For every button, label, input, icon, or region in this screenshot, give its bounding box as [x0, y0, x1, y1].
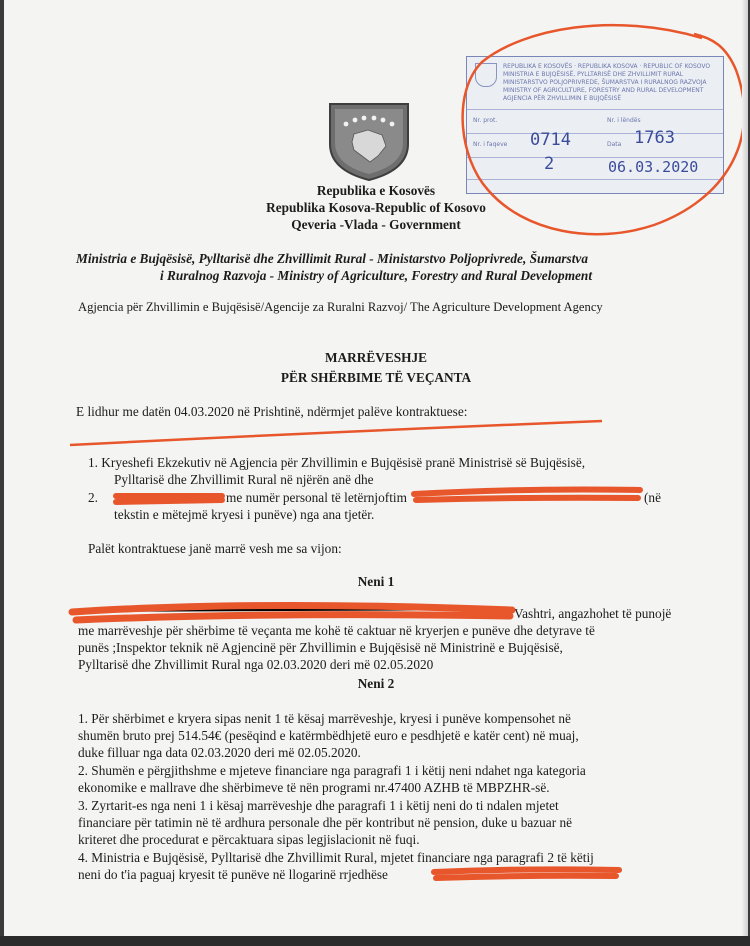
header-republic-sq: Republika e Kosovës [316, 183, 436, 198]
neni-1-line-4: Pylltarisë dhe Zhvillimit Rural nga 02.03.2020 deri më 02.05.2020 [78, 657, 434, 672]
party-1-line-1: 1. Kryeshefi Ekzekutiv në Agjencia për Zhvillimin e Bujqësisë pranë Ministrisë së Bujqësisë, [88, 455, 586, 470]
neni-1-line-2: me marrëveshje për shërbime të veçanta me kohë të caktuar në kryerjen e punëve dhe detyrave të [78, 623, 595, 638]
party-2-number: 2. [88, 490, 98, 505]
stamp-date: 06.03.2020 [608, 158, 699, 176]
registration-stamp: REPUBLIKA E KOSOVËS · REPUBLIKA KOSOVA · REPUBLIC OF KOSOVO MINISTRIA E BUJQËSISË, PYLLTARISË DHE ZHVILLIMIT RURAL MINISTARSTVO POLJOPRIVREDE, ŠUMARSTVA I RURALNOG RAZVOJA MINISTRY OF AGRICULTURE, FORESTRY AND RURAL DEVELOPMENT AGJENCIA PËR ZHVILLIMIN E BUJQËSISË Nr. prot. Nr. i faqeve Nr. i lëndës Data [466, 56, 724, 194]
party-2-text: me numër personal të letërnjoftim [226, 490, 407, 505]
background-strip [0, 936, 750, 946]
neni-2-para-1-line-2: shumën bruto prej 514.54€ (pesëqind e katërmbëdhjetë euro e pesdhjetë e katër cent) në muaj, [78, 728, 579, 743]
document-subtitle: PËR SHËRBIME TË VEÇANTA [280, 370, 472, 385]
neni-2-para-4-line-1: 4. Ministria e Bujqësisë, Pylltarisë dhe Zhvillimit Rural, mjetet financiare nga paragrafi 2 të këtij [78, 850, 594, 865]
agency-name: Agjencia për Zhvillimin e Bujqësisë/Agencije za Ruralni Razvoj/ The Agriculture Development Agency [78, 300, 603, 314]
header-republic-multi: Republika Kosova-Republic of Kosovo [266, 200, 486, 215]
red-annotations [4, 0, 748, 946]
page-edge-shadow [742, 0, 748, 946]
stamp-number-2: 1763 [634, 128, 675, 148]
neni-2-para-3-line-1: 3. Zyrtarit-es nga neni 1 i kësaj marrëveshje dhe paragrafi 1 i këtij neni do ti ndalen mjetet [78, 798, 559, 813]
neni-2-heading: Neni 2 [357, 676, 395, 691]
neni-2-para-1-line-3: duke filluar nga data 02.03.2020 deri më 02.05.2020. [78, 745, 361, 760]
header-government: Qeveria -Vlada - Government [291, 217, 461, 232]
neni-2-para-2-line-1: 2. Shumën e përgjithshme e mjeteve financiare nga paragrafi 1 i këtij neni ndahet nga kategoria [78, 763, 586, 778]
neni-1-heading: Neni 1 [357, 574, 395, 589]
neni-2-para-2-line-2: ekonomike e mallrave dhe shërbimeve të nën programi nr.47400 AZHB të MBPZHR-së. [78, 780, 550, 795]
stamp-number-1: 0714 [530, 130, 571, 150]
document-title: MARRËVESHJE [325, 350, 427, 365]
stamp-number-3: 2 [544, 154, 555, 174]
neni-2-para-1-line-1: 1. Për shërbimet e kryera sipas nenit 1 të kësaj marrëveshje, kryesi i punëve kompensohet në [78, 711, 571, 726]
neni-2-para-3-line-2: financiare për tatimin në të ardhura personale dhe për kontribut në pension, duke u bazuar në [78, 815, 573, 830]
neni-2-para-4-line-2: neni do t'ia paguaj kryesit të punëve në llogarinë rrjedhëse [78, 867, 388, 882]
neni-1-line-1: Vashtri, angazhohet të punojë [514, 606, 672, 621]
ministry-line-1: Ministria e Bujqësisë, Pylltarisë dhe Zhvillimit Rural - Ministarstvo Poljoprivrede, Šumarstva [76, 251, 588, 266]
intro-line: E lidhur me datën 04.03.2020 në Prishtinë, ndërmjet palëve kontraktuese: [76, 404, 468, 419]
ministry-line-2: i Ruralnog Razvoja - Ministry of Agriculture, Forestry and Rural Development [159, 268, 593, 283]
party-2-end: (në [644, 490, 661, 505]
party-2-line-2: tekstin e mëtejmë kryesi i punëve) nga ana tjetër. [114, 507, 375, 522]
document-page [4, 0, 748, 946]
party-1-line-2: Pylltarisë dhe Zhvillimit Rural në njërën anë dhe [114, 472, 374, 487]
neni-2-para-3-line-3: kriteret dhe procedurat e përcaktuara sipas legjislacionit në fuqi. [78, 832, 420, 847]
neni-1-line-3: punës ;Inspektor teknik në Agjencinë për Zhvillimin e Bujqësisë në Ministrinë e Bujqësisë, [78, 640, 563, 655]
agreement-statement: Palët kontraktuese janë marrë vesh me sa vijon: [88, 541, 342, 556]
